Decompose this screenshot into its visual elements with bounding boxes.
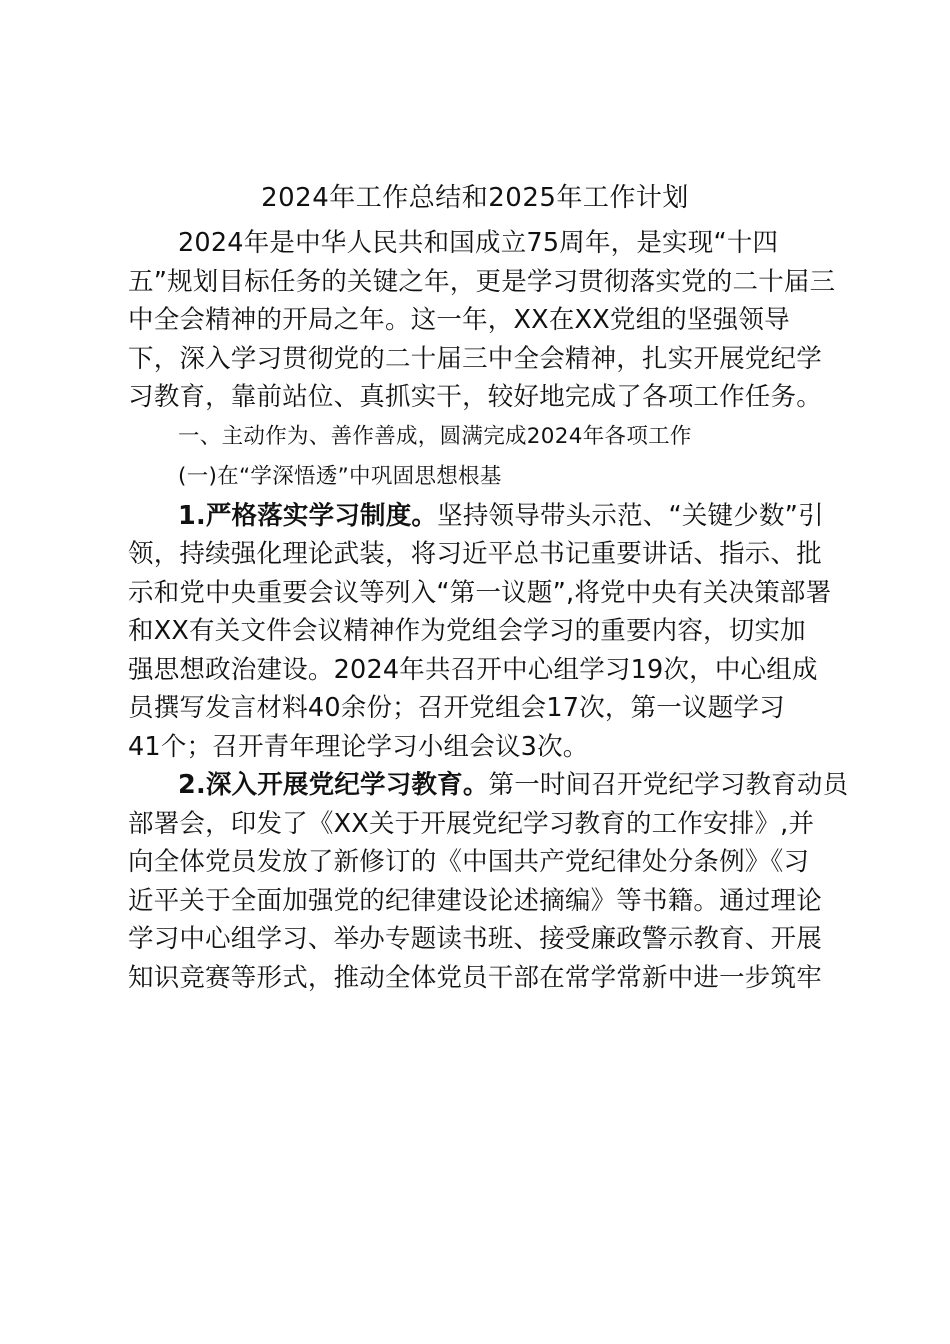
item-1-first-line	[128, 497, 833, 536]
item-2-line: 向全体党员发放了新修订的《中国共产党纪律处分条例》《习	[128, 847, 810, 877]
item-1-line: 41个；召开青年理论学习小组会议3次。	[128, 731, 589, 762]
intro-line: 2024年是中华人民共和国成立75周年，是实现“十四	[178, 228, 779, 258]
item-2-line: 近平关于全面加强党的纪律建设论述摘编》等书籍。通过理论	[128, 885, 822, 916]
item-1-line: 和XX有关文件会议精神作为党组会学习的重要内容，切实加	[128, 616, 806, 646]
item-2-text: 第一时间召开党纪学习教育动员	[488, 770, 849, 800]
intro-line: 五”规划目标任务的关键之年，更是学习贯彻落实党的二十届三	[128, 266, 836, 297]
item-2-line: 学习中心组学习、举办专题读书班、接受廉政警示教育、开展	[128, 924, 822, 954]
item-1-title: 1.严格落实学习制度。	[178, 500, 438, 531]
item-1-line: 强思想政治建设。2024年共召开中心组学习19次，中心组成	[128, 654, 818, 685]
section-heading: 一、主动作为、善作善成，圆满完成2024年各项工作	[178, 423, 692, 449]
item-2-line: 部署会，印发了《XX关于开展党纪学习教育的工作安排》,并	[128, 808, 815, 839]
item-1-line: 示和党中央重要会议等列入“第一议题”,将党中央有关决策部署	[128, 577, 832, 608]
intro-line: 下，深入学习贯彻党的二十届三中全会精神，扎实开展党纪学	[128, 343, 822, 374]
intro-line: 习教育，靠前站位、真抓实干，较好地完成了各项工作任务。	[128, 382, 822, 412]
item-2-line: 知识竞赛等形式，推动全体党员干部在常学常新中进一步筑牢	[128, 962, 822, 993]
intro-line: 中全会精神的开局之年。这一年，XX在XX党组的坚强领导	[128, 305, 790, 335]
document-body	[128, 224, 849, 997]
item-1-text: 坚持领导带头示范、“关键少数”引	[437, 500, 824, 531]
item-2-title: 2.深入开展党纪学习教育。	[178, 770, 489, 800]
item-2-first-line	[128, 766, 849, 805]
subsection-heading: (一)在“学深悟透”中巩固思想根基	[178, 463, 502, 489]
item-1-line: 领，持续强化理论武装，将习近平总书记重要讲话、指示、批	[128, 539, 822, 569]
document-title: 2024年工作总结和2025年工作计划	[261, 183, 689, 213]
item-1-line: 员撰写发言材料40余份；召开党组会17次，第一议题学习	[128, 693, 785, 723]
